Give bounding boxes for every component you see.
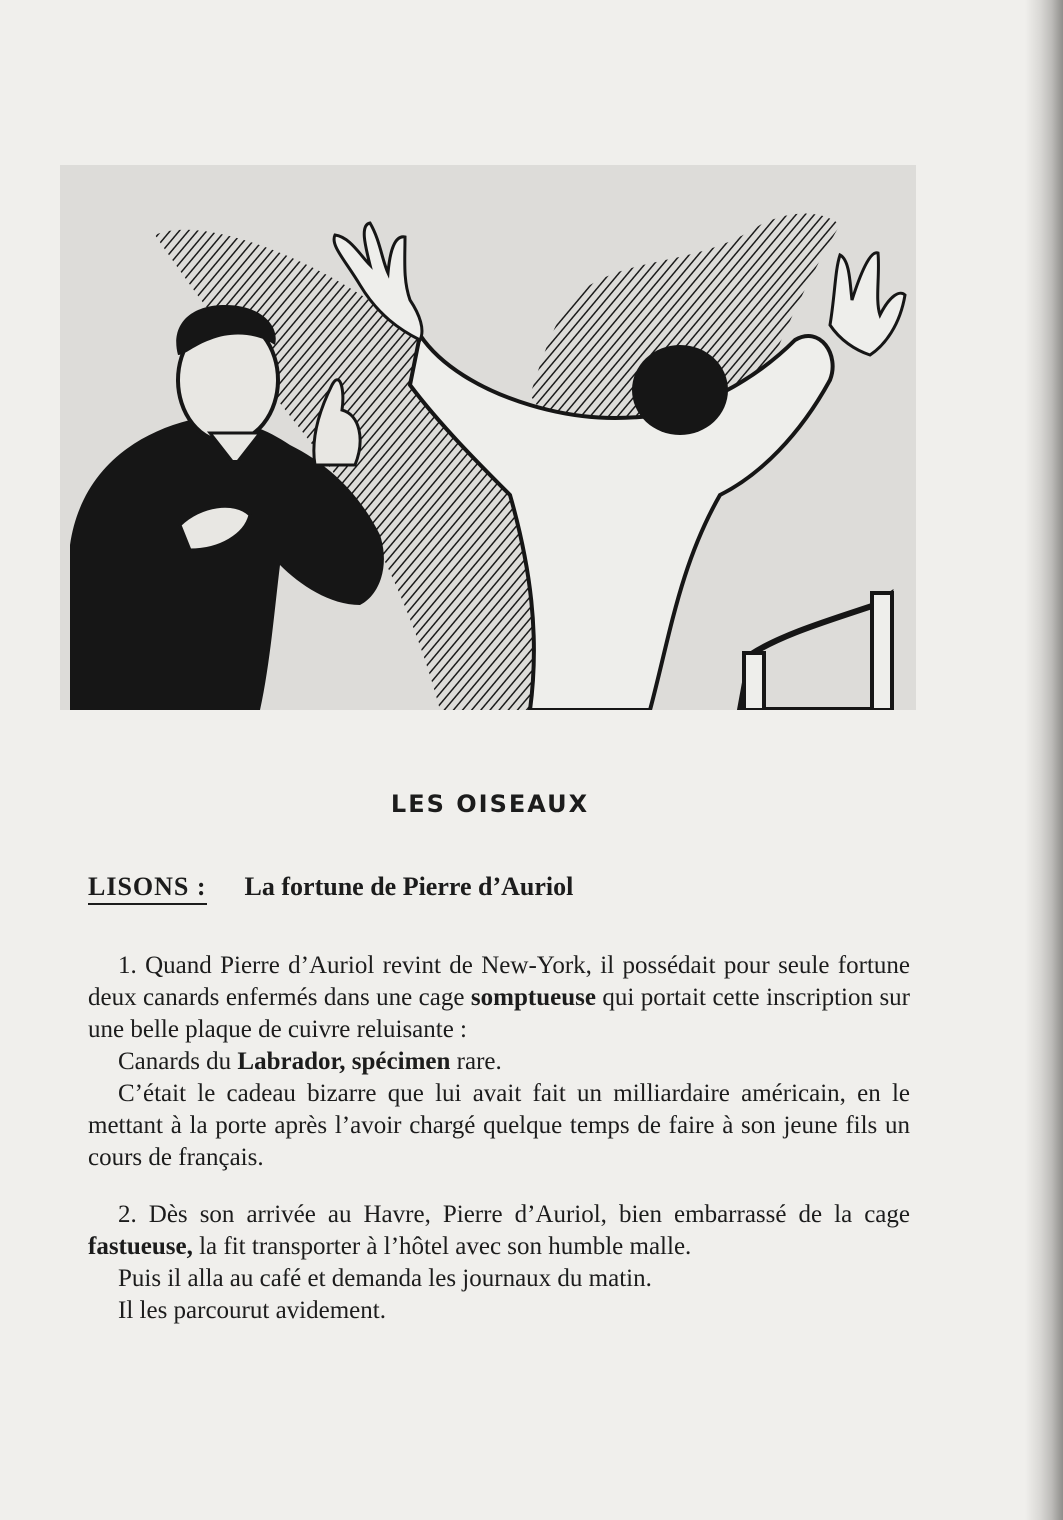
bold-word: somptueuse — [470, 984, 596, 1011]
chair-post-right — [872, 593, 892, 710]
paragraph-1 — [88, 950, 910, 1046]
right-man-head — [632, 345, 728, 435]
reading-text — [88, 950, 910, 1327]
right-man-right-hand — [830, 253, 905, 355]
text-span: rare. — [450, 1048, 502, 1075]
text-span: la fit transporter à l’hôtel avec son humble malle. — [192, 1233, 692, 1260]
text-span: 1. Quand Pierre d’Auriol revint de New-York, il possédait pour seule fortune deux canards enfermés dans une cage — [88, 952, 910, 1011]
two-men-illustration-icon — [60, 165, 916, 710]
paragraph-4 — [88, 1199, 910, 1263]
page-edge — [1025, 0, 1063, 1520]
section-heading — [88, 872, 573, 902]
bold-word: fastueuse, — [88, 1233, 193, 1260]
paragraph-3: C’était le cadeau bizarre que lui avait fait un milliardaire américain, en le mettant à la porte après l’avoir chargé quelque temps de faire à son jeune fils un cours de français. — [88, 1080, 910, 1171]
text-span: 2. Dès son arrivée au Havre, Pierre d’Auriol, bien embarrassé de la cage — [118, 1201, 910, 1228]
paragraph-2 — [88, 1046, 910, 1078]
text-span: qui portait cette inscription sur une belle plaque de cuivre reluisante : — [88, 984, 910, 1043]
chapter-title: LES OISEAUX — [390, 790, 590, 818]
paragraph-5: Puis il alla au café et demanda les journaux du matin. — [118, 1265, 652, 1292]
illustration — [60, 165, 916, 710]
section-label: LISONS : — [88, 872, 207, 905]
text-span: Canards du — [118, 1048, 238, 1075]
section-title: La fortune de Pierre d’Auriol — [244, 872, 574, 901]
chair-post-left — [744, 653, 764, 710]
bold-word: Labrador, spécimen — [237, 1048, 451, 1075]
paragraph-6: Il les parcourut avidement. — [118, 1297, 386, 1324]
